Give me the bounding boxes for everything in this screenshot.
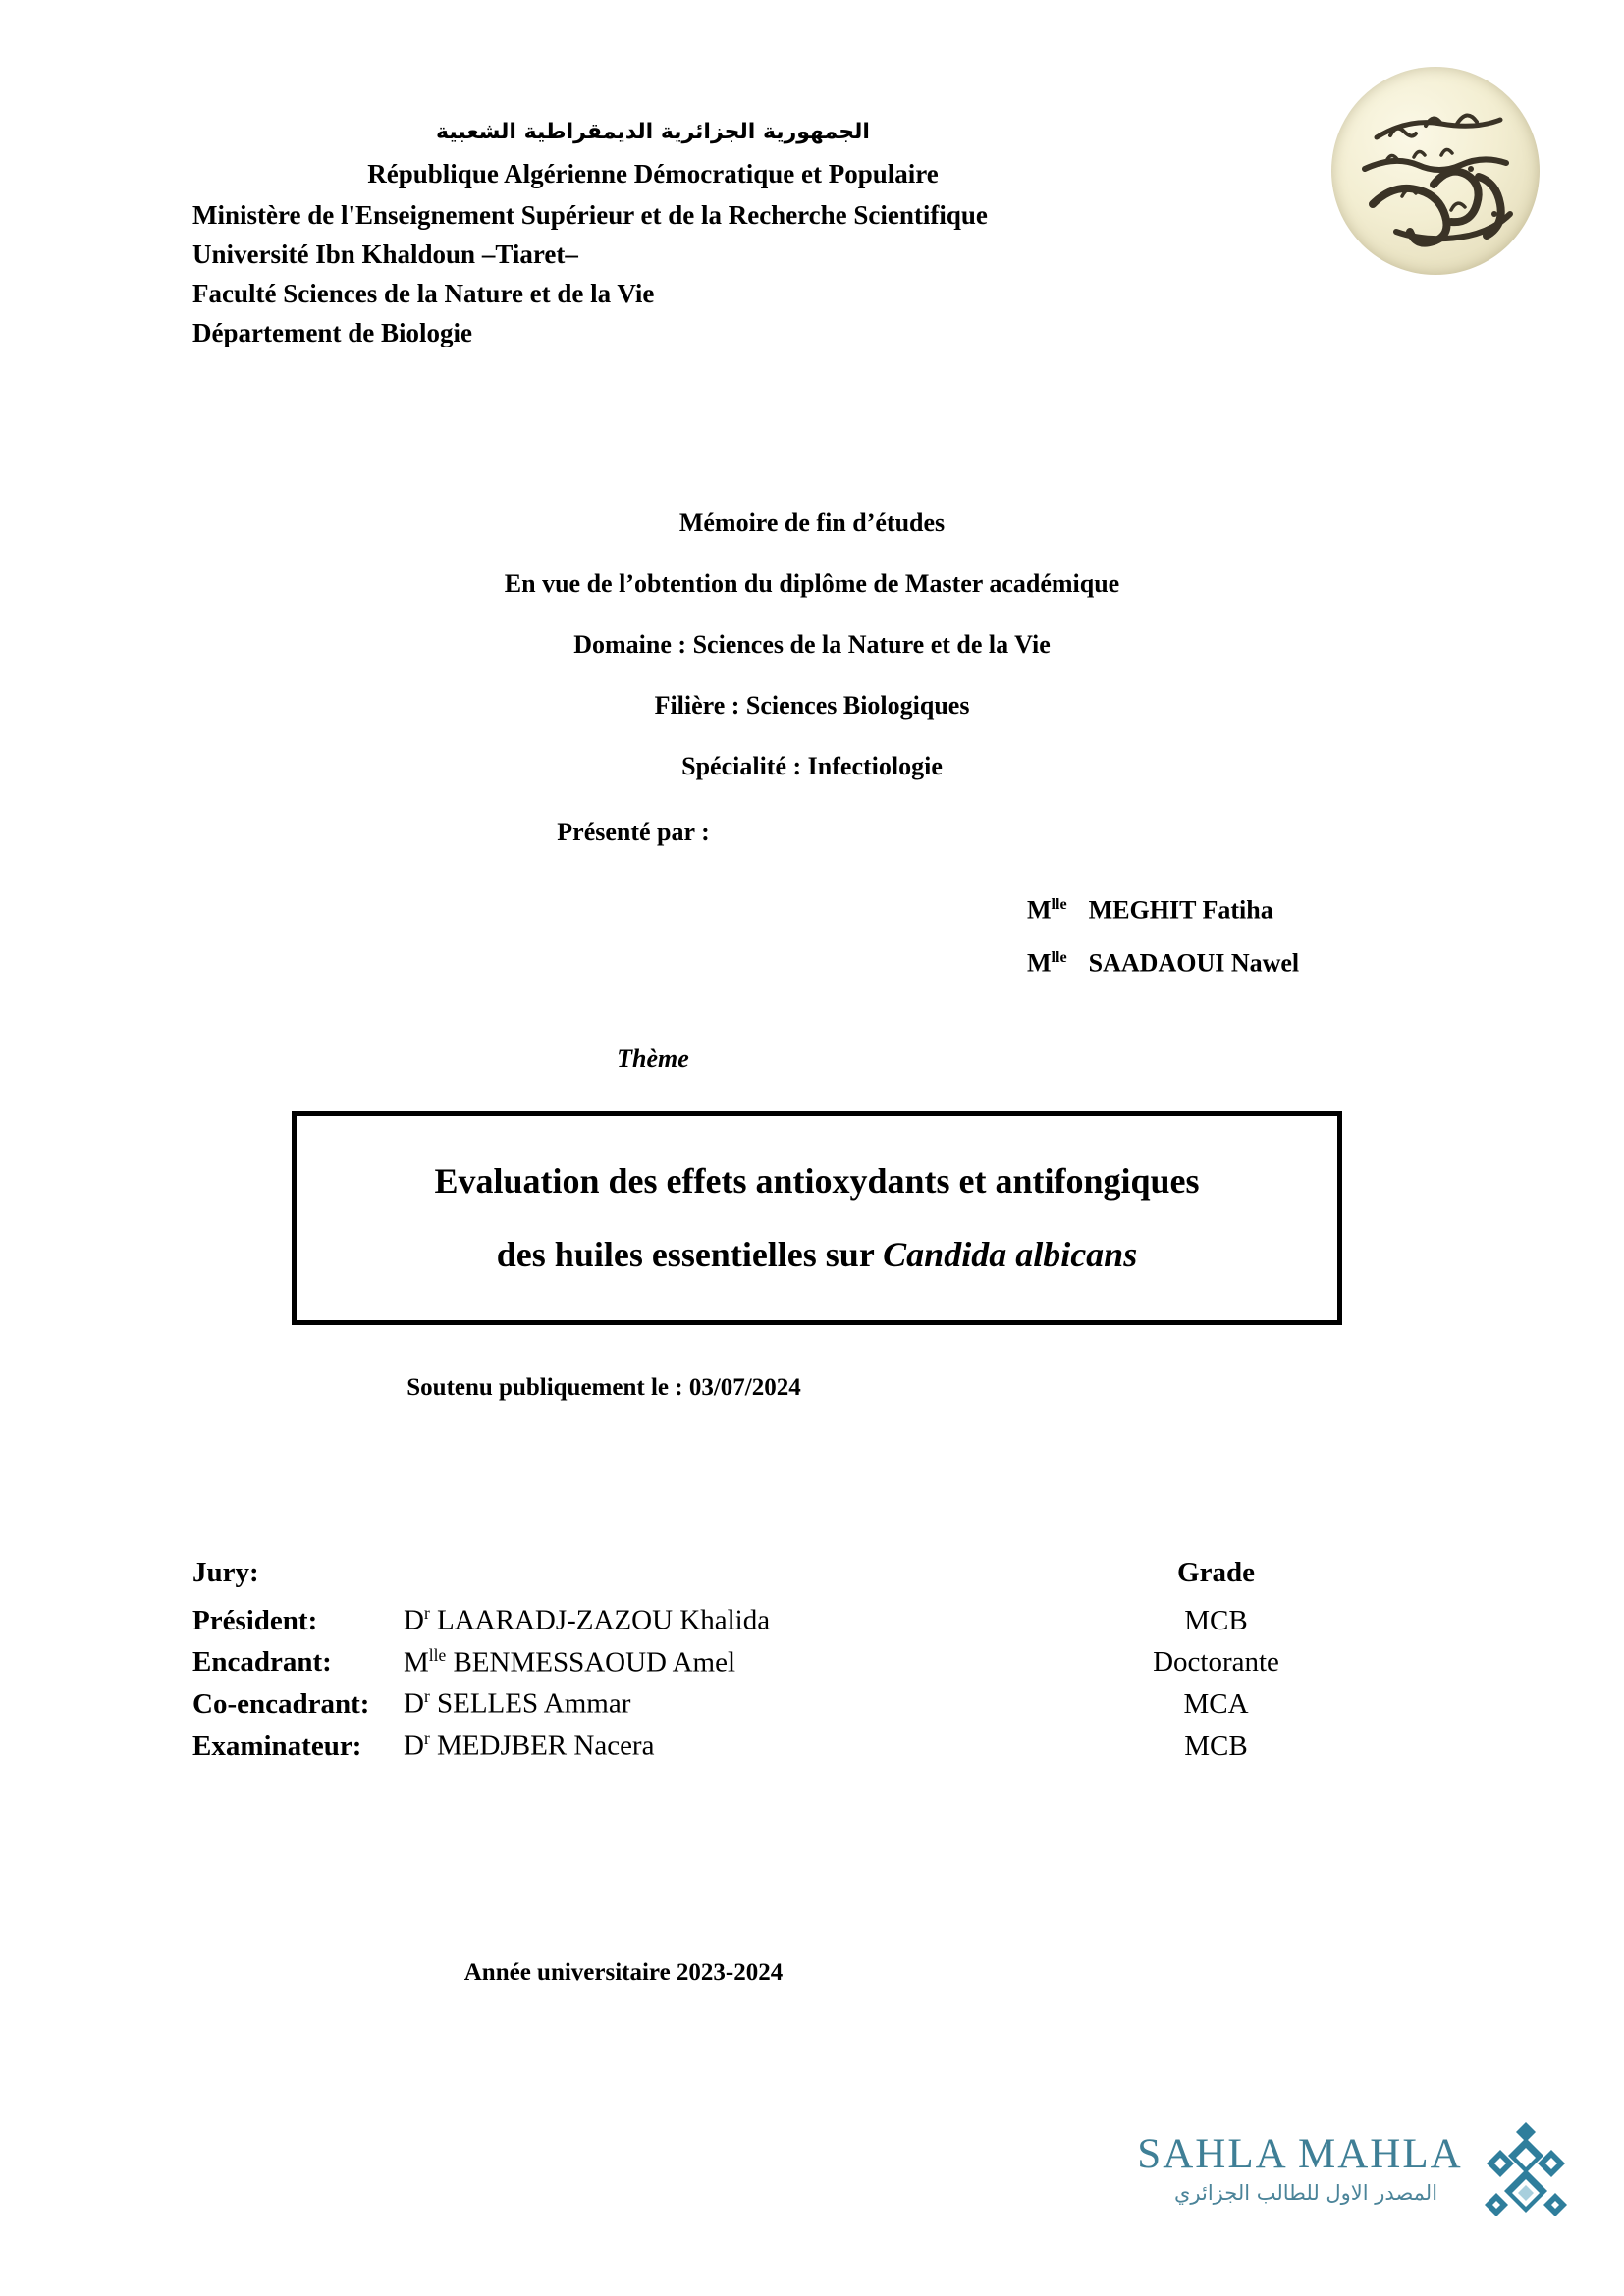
- degree-domaine: Domaine : Sciences de la Nature et de la Vie: [573, 630, 1051, 659]
- arabic-national-header: الجمهورية الجزائرية الديمقراطية الشعبية: [436, 120, 870, 144]
- institution-line-department: Département de Biologie: [192, 318, 472, 347]
- jury-role: Co-encadrant:: [192, 1687, 370, 1720]
- jury-name-prefix: D: [404, 1604, 424, 1636]
- jury-name-prefix: D: [404, 1730, 424, 1762]
- jury-name-prefix: D: [404, 1687, 424, 1720]
- jury-header-name-spacer: [404, 1557, 1081, 1603]
- jury-name-text: MEDJBER Nacera: [437, 1730, 655, 1762]
- jury-role: Encadrant:: [192, 1646, 332, 1679]
- academic-year-line: Année universitaire 2023-2024: [463, 1959, 784, 1986]
- author-name: SAADAOUI Nawel: [1088, 948, 1300, 978]
- thesis-title-box: [292, 1111, 1342, 1325]
- jury-name-prefix: M: [404, 1646, 429, 1679]
- jury-row: [192, 1645, 1351, 1687]
- watermark-brand-text: SAHLA MAHLA: [1137, 2131, 1463, 2177]
- defense-date-line: Soutenu publiquement le : 03/07/2024: [406, 1374, 801, 1401]
- institution-line-faculty: Faculté Sciences de la Nature et de la Vie: [192, 279, 655, 308]
- jury-grade: Doctorante: [1153, 1646, 1279, 1679]
- jury-name-prefix-suffix: r: [423, 1686, 430, 1707]
- jury-row: [192, 1729, 1351, 1771]
- thesis-title-species: Candida albicans: [883, 1235, 1138, 1274]
- jury-name-prefix-suffix: r: [423, 1603, 430, 1623]
- thesis-title-line-2-prefix: des huiles essentielles sur: [496, 1235, 884, 1274]
- watermark-diamond-icon: [1475, 2120, 1577, 2230]
- degree-memoire: Mémoire de fin d’études: [678, 508, 946, 537]
- jury-header-grade: Grade: [1177, 1557, 1255, 1588]
- jury-grade: MCB: [1184, 1604, 1248, 1636]
- jury-name-text: SELLES Ammar: [437, 1687, 631, 1720]
- jury-row: [192, 1603, 1351, 1645]
- jury-table: [192, 1557, 1351, 1771]
- university-seal-logo: [1331, 67, 1540, 275]
- thesis-title-line-2: [497, 1235, 1137, 1275]
- jury-name-text: LAARADJ-ZAZOU Khalida: [437, 1604, 771, 1636]
- jury-name-text: BENMESSAOUD Amel: [453, 1646, 736, 1679]
- authors-list: [1027, 881, 1299, 987]
- degree-filiere: Filière : Sciences Biologiques: [654, 691, 970, 720]
- jury-header-row: [192, 1557, 1351, 1603]
- institution-line-university: Université Ibn Khaldoun –Tiaret–: [192, 240, 578, 269]
- author-title: M: [1027, 895, 1052, 925]
- jury-name: [404, 1603, 1081, 1645]
- republic-line: République Algérienne Démocratique et Populaire: [367, 159, 939, 188]
- degree-specialite: Spécialité : Infectiologie: [681, 752, 943, 780]
- author-row: [1027, 881, 1299, 934]
- author-title-suffix: lle: [1051, 896, 1067, 913]
- jury-role: Président:: [192, 1604, 318, 1636]
- jury-header-role: Jury:: [192, 1557, 259, 1588]
- jury-name: [404, 1686, 1081, 1729]
- jury-row: [192, 1686, 1351, 1729]
- jury-grade: MCA: [1183, 1687, 1249, 1720]
- jury-role: Examinateur:: [192, 1730, 362, 1762]
- watermark-arabic-tagline: المصدر الاول للطالب الجزائري: [1173, 2181, 1438, 2205]
- institution-line-ministry: Ministère de l'Enseignement Supérieur et de la Recherche Scientifique: [192, 200, 988, 230]
- jury-name: [404, 1729, 1081, 1771]
- degree-block: [0, 508, 1624, 781]
- author-row: [1027, 934, 1299, 988]
- jury-name-prefix-suffix: lle: [428, 1644, 447, 1665]
- jury-name-prefix-suffix: r: [423, 1728, 430, 1748]
- institution-block: [192, 195, 1272, 352]
- theme-label: Thème: [617, 1044, 689, 1073]
- author-title-suffix: lle: [1051, 948, 1067, 966]
- author-name: MEGHIT Fatiha: [1088, 895, 1273, 925]
- sahla-mahla-watermark: [1129, 2120, 1581, 2248]
- author-title: M: [1027, 948, 1052, 978]
- degree-purpose: En vue de l’obtention du diplôme de Master académique: [504, 569, 1120, 598]
- presented-by-label: Présenté par :: [557, 818, 710, 846]
- thesis-title-line-1: Evaluation des effets antioxydants et antifongiques: [434, 1160, 1200, 1201]
- jury-name: [404, 1645, 1081, 1687]
- jury-grade: MCB: [1184, 1730, 1248, 1762]
